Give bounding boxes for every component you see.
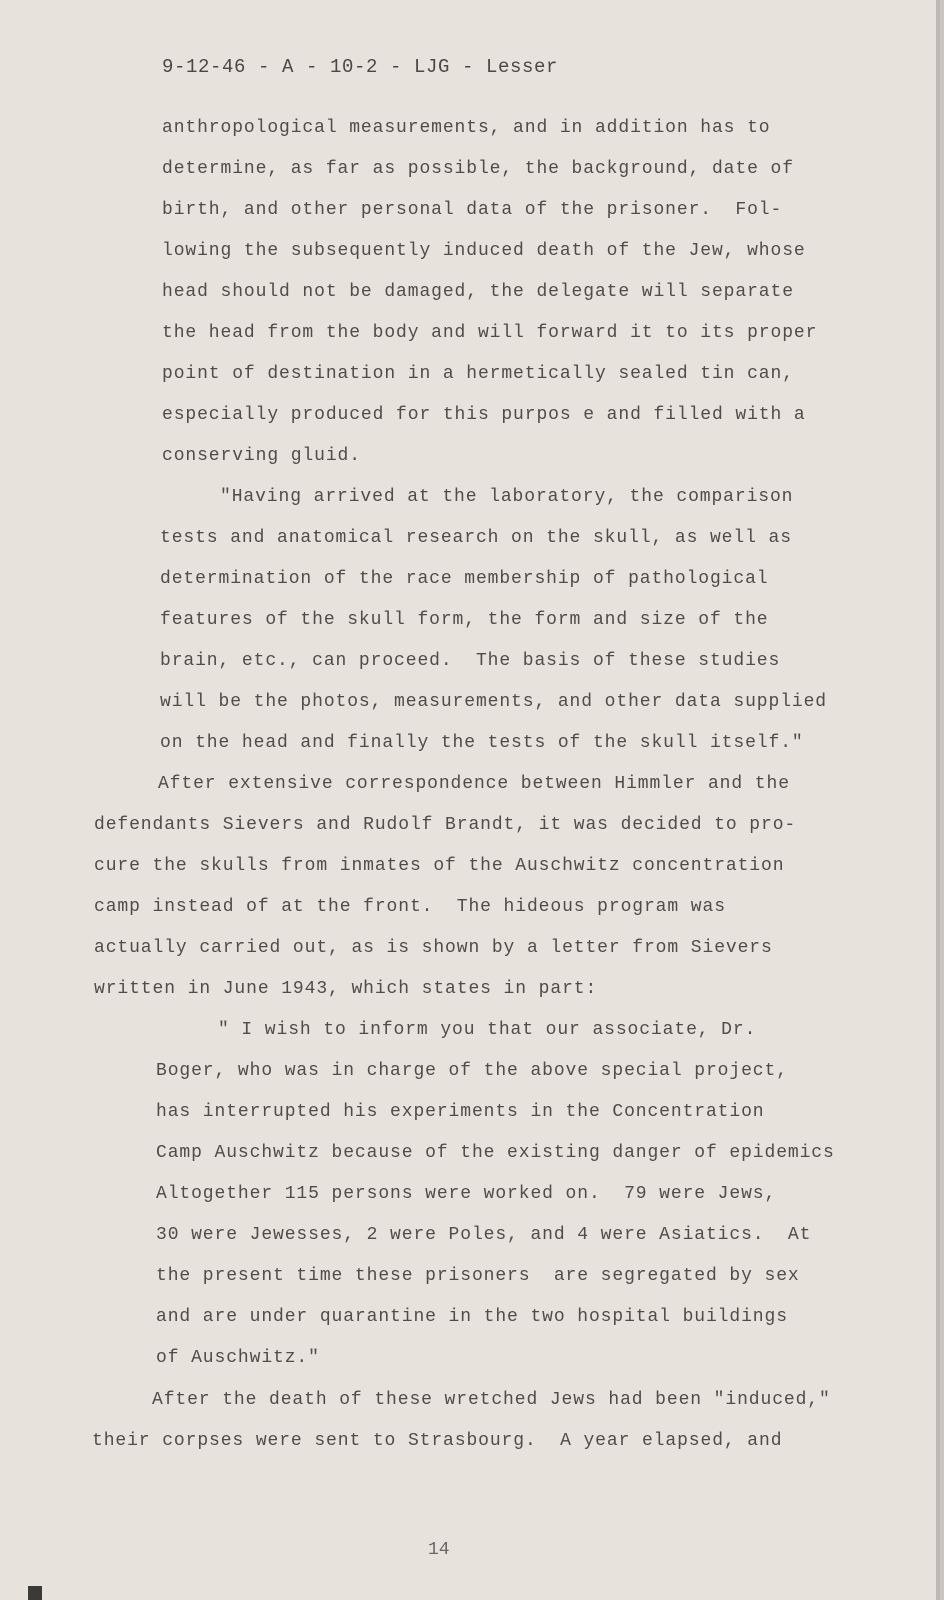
quote-line: on the head and finally the tests of the skull itself." bbox=[160, 733, 804, 753]
quote-line: and are under quarantine in the two hospital buildings bbox=[156, 1307, 788, 1327]
body-line: anthropological measurements, and in addition has to bbox=[162, 118, 771, 138]
quote-line: has interrupted his experiments in the Concentration bbox=[156, 1102, 765, 1122]
body-line: defendants Sievers and Rudolf Brandt, it was decided to pro- bbox=[94, 815, 797, 835]
corner-mark bbox=[28, 1586, 42, 1600]
body-line: lowing the subsequently induced death of the Jew, whose bbox=[162, 241, 806, 261]
quote-line: 30 were Jewesses, 2 were Poles, and 4 were Asiatics. At bbox=[156, 1225, 812, 1245]
quote-line: brain, etc., can proceed. The basis of these studies bbox=[160, 651, 781, 671]
body-line: head should not be damaged, the delegate will separate bbox=[162, 282, 794, 302]
quote-line: determination of the race membership of pathological bbox=[160, 569, 769, 589]
quote-line: will be the photos, measurements, and other data supplied bbox=[160, 692, 827, 712]
body-line: point of destination in a hermetically sealed tin can, bbox=[162, 364, 794, 384]
body-line: written in June 1943, which states in part: bbox=[94, 979, 598, 999]
quote-line: " I wish to inform you that our associate, Dr. bbox=[218, 1020, 757, 1040]
quote-line: features of the skull form, the form and size of the bbox=[160, 610, 769, 630]
body-line: After extensive correspondence between Himmler and the bbox=[158, 774, 790, 794]
quote-line: Boger, who was in charge of the above special project, bbox=[156, 1061, 788, 1081]
quote-line: "Having arrived at the laboratory, the comparison bbox=[220, 487, 794, 507]
body-line: cure the skulls from inmates of the Auschwitz concentration bbox=[94, 856, 785, 876]
quote-line: the present time these prisoners are segregated by sex bbox=[156, 1266, 800, 1286]
quote-line: Camp Auschwitz because of the existing danger of epidemics bbox=[156, 1143, 835, 1163]
body-line: birth, and other personal data of the prisoner. Fol- bbox=[162, 200, 783, 220]
body-line: After the death of these wretched Jews had been "induced," bbox=[152, 1390, 831, 1410]
quote-line: Altogether 115 persons were worked on. 79 were Jews, bbox=[156, 1184, 777, 1204]
body-line: determine, as far as possible, the background, date of bbox=[162, 159, 794, 179]
body-line: camp instead of at the front. The hideous program was bbox=[94, 897, 726, 917]
quote-line: tests and anatomical research on the skull, as well as bbox=[160, 528, 792, 548]
body-line: actually carried out, as is shown by a letter from Sievers bbox=[94, 938, 773, 958]
body-line: conserving gluid. bbox=[162, 446, 361, 466]
quote-line: of Auschwitz." bbox=[156, 1348, 320, 1368]
body-line: their corpses were sent to Strasbourg. A year elapsed, and bbox=[92, 1431, 783, 1451]
body-line: especially produced for this purpos e and filled with a bbox=[162, 405, 806, 425]
body-line: the head from the body and will forward it to its proper bbox=[162, 323, 818, 343]
page-edge bbox=[936, 0, 940, 1600]
page-number: 14 bbox=[428, 1540, 450, 1560]
page-header: 9-12-46 - A - 10-2 - LJG - Lesser bbox=[162, 56, 559, 78]
